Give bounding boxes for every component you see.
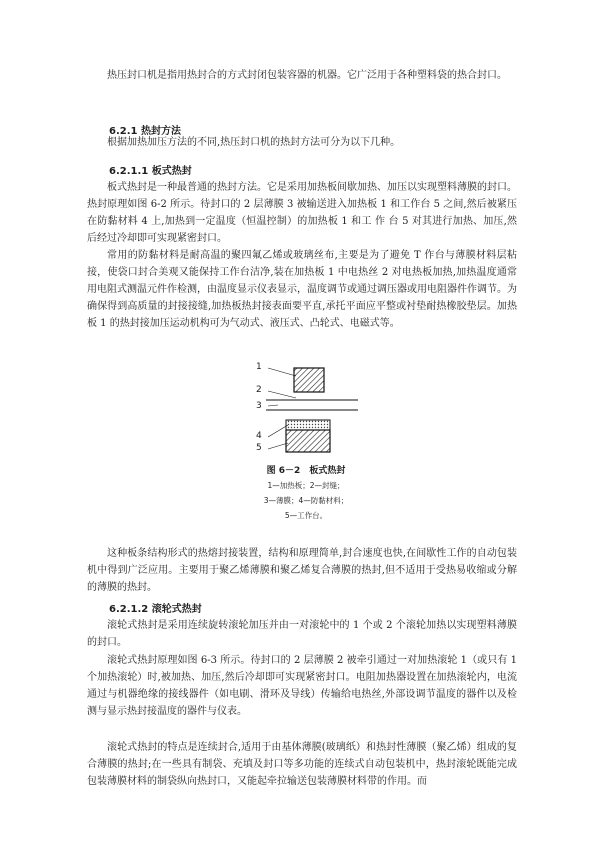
- figure-legend-line-1: 1—加热板；2—封缝；: [267, 481, 345, 490]
- figure-title: 图 6－2 板式热封: [266, 466, 346, 476]
- figure-plate-sealing: [248, 360, 358, 456]
- roller-paragraph-2: 滚轮式热封原理如图 6-3 所示。待封口的 2 层薄膜 2 被牵引通过一对加热滚轮 1（或只有 1 个加热滚轮）时,被加热、加压,然后冷却即可实现紧密封口。电阻加热器设置在加热滚轮内，电流通过与机器绝缘的接线器件（如电刷、滑环及导线）传输给电热丝,外部设调节温度的器件以及检测与显示热封接温度的器件与仪表。: [87, 655, 517, 717]
- roller-paragraph-1: 滚轮式热封是采用连续旋转滚轮加压并由一对滚轮中的 1 个或 2 个滚轮加热以实现塑料薄膜的封口。: [87, 620, 517, 648]
- callout-3: 3: [256, 401, 262, 411]
- subsection-heading-plate: 6.2.1.1 板式热封: [109, 166, 192, 177]
- plate-paragraph-2: 常用的防黏材料是耐高温的聚四氟乙烯或玻璃丝布,主要是为了避免 T 作台与薄膜材料层粘接，使袋口封合美观又能保持工作台洁净,装在加热板 1 中电热丝 2 对电热板加热,加热温度通常 用电阻式测温元件作检测，由温度显示仪表显示，温度调节或通过调压器或用电阻器件作调节。为确保得到高质量的封接接缝,加热板热封接表面要平直,承托平面应平整或衬垫耐热橡胶垫层。加热板 1 的热封接加压运动机构可为气动式、液压式、凸轮式、电磁式等。: [87, 250, 517, 329]
- worktable: [286, 430, 330, 452]
- section-intro-paragraph: 根据加热加压方法的不同,热压封口机的热封方法可分为以下几种。: [107, 137, 401, 148]
- intro-paragraph: 热压封口机是指用热封合的方式封闭包装容器的机器。它广泛用于各种塑料袋的热合封口。: [107, 70, 507, 81]
- heating-plate: [294, 368, 324, 392]
- figure-legend-line-2: 3—薄膜；4—防黏材料；: [263, 496, 349, 505]
- plate-paragraph-3: 这种板条结构形式的热熔封接装置，结构和原理简单,封合速度也快,在间歇性工作的自动包装机中得到广泛应用。主要用于聚乙烯薄膜和聚乙烯复合薄膜的热封,但不适用于受热易收缩或分解的薄膜的热封。: [87, 548, 517, 593]
- callout-2: 2: [256, 385, 262, 395]
- anti-stick-material: [286, 420, 330, 430]
- plate-sealing-diagram: [248, 360, 358, 456]
- plate-paragraph-1: 板式热封是一种最普通的热封方法。它是采用加热板间歇加热、加压以实现塑料薄膜的封口。热封原理如图 6-2 所示。待封口的 2 层薄膜 3 被输送进入加热板 1 和工作台 5 之间,然后被紧压在防黏材料 4 上,加热到一定温度（恒温控制）的加热板 1 和工 作 台 5 对其进行加热、加压,然后经过冷却即可实现紧密封口。: [87, 182, 517, 244]
- roller-paragraph-3: 滚轮式热封的特点是连续封合,适用于由基体薄膜(玻璃纸）和热封性薄膜（聚乙烯）组成的复合薄膜的热封;在一些具有制袋、充填及封口等多功能的连续式自动包装机中，热封滚轮既能完成包装薄膜材料的制袋纵向热封口，又能起牵拉输送包装薄膜材料带的作用。而: [87, 742, 517, 787]
- callout-1: 1: [256, 362, 262, 372]
- section-heading: 6.2.1 热封方法: [109, 126, 181, 137]
- subsection-heading-roller: 6.2.1.2 滚轮式热封: [109, 604, 202, 615]
- callout-5: 5: [256, 443, 262, 453]
- callout-4: 4: [256, 431, 262, 441]
- figure-legend-line-3: 5—工作台。: [284, 511, 328, 520]
